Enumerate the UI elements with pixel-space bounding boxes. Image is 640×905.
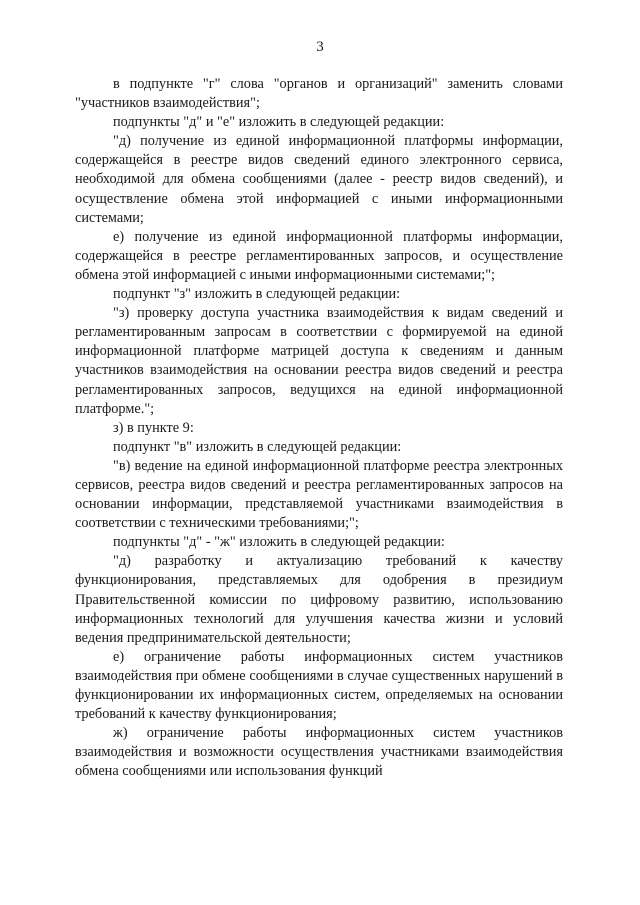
page-number: 3 [316,39,324,55]
paragraph-12: е) ограничение работы информационных систем участников взаимодействия при обмене сообщениями в случае существенных нарушений в функционировании их информационных систем, определяемых на основании требований к качеству функционирования; [75,648,563,723]
paragraph-4: е) получение из единой информационной платформы информации, содержащейся в реестре регламентированных запросов, и осуществление обмена этой информацией с иными информационными системами;"; [75,228,563,283]
paragraph-8: подпункт "в" изложить в следующей редакции: [113,438,402,455]
paragraph-5: подпункт "з" изложить в следующей редакции: [113,286,401,303]
paragraph-6: "з) проверку доступа участника взаимодействия к видам сведений и регламентированным запросам в соответствии с формируемой на единой информационной платформе матрицей доступа к сведениям и данным участников взаимодействия на основании реестра видов сведений и реестра регламентированных запросов, ведущихся на единой информационной платформе."; [75,305,563,417]
paragraph-2: подпункты "д" и "е" изложить в следующей редакции: [113,114,445,131]
paragraph-3: "д) получение из единой информационной платформы информации, содержащейся в реестре видов сведений единого электронного сервиса, необходимой для обмена сообщениями (далее - реестр видов сведений), и осуществление обмена этой информацией с иными информационными системами; [75,133,563,226]
paragraph-13: ж) ограничение работы информационных систем участников взаимодействия и возможности осуществления участниками взаимодействия обмена сообщениями или использования функций [75,725,563,780]
document-body [75,75,563,781]
paragraph-11: "д) разработку и актуализацию требований к качеству функционирования, представляемых для одобрения в президиум Правительственной комиссии по цифровому развитию, использованию информационных технологий для улучшения качества жизни и условий ведения предпринимательской деятельности; [75,553,563,646]
paragraph-9: "в) ведение на единой информационной платформе реестра электронных сервисов, реестра видов сведений и реестра регламентированных запросов на основании информации, представляемой участниками взаимодействия в соответствии с техническими требованиями;"; [75,457,563,532]
paragraph-1: в подпункте "г" слова "органов и организаций" заменить словами "участников взаимодействия"; [75,76,563,112]
paragraph-10: подпункты "д" - "ж" изложить в следующей редакции: [113,534,445,551]
paragraph-7: з) в пункте 9: [113,419,194,436]
